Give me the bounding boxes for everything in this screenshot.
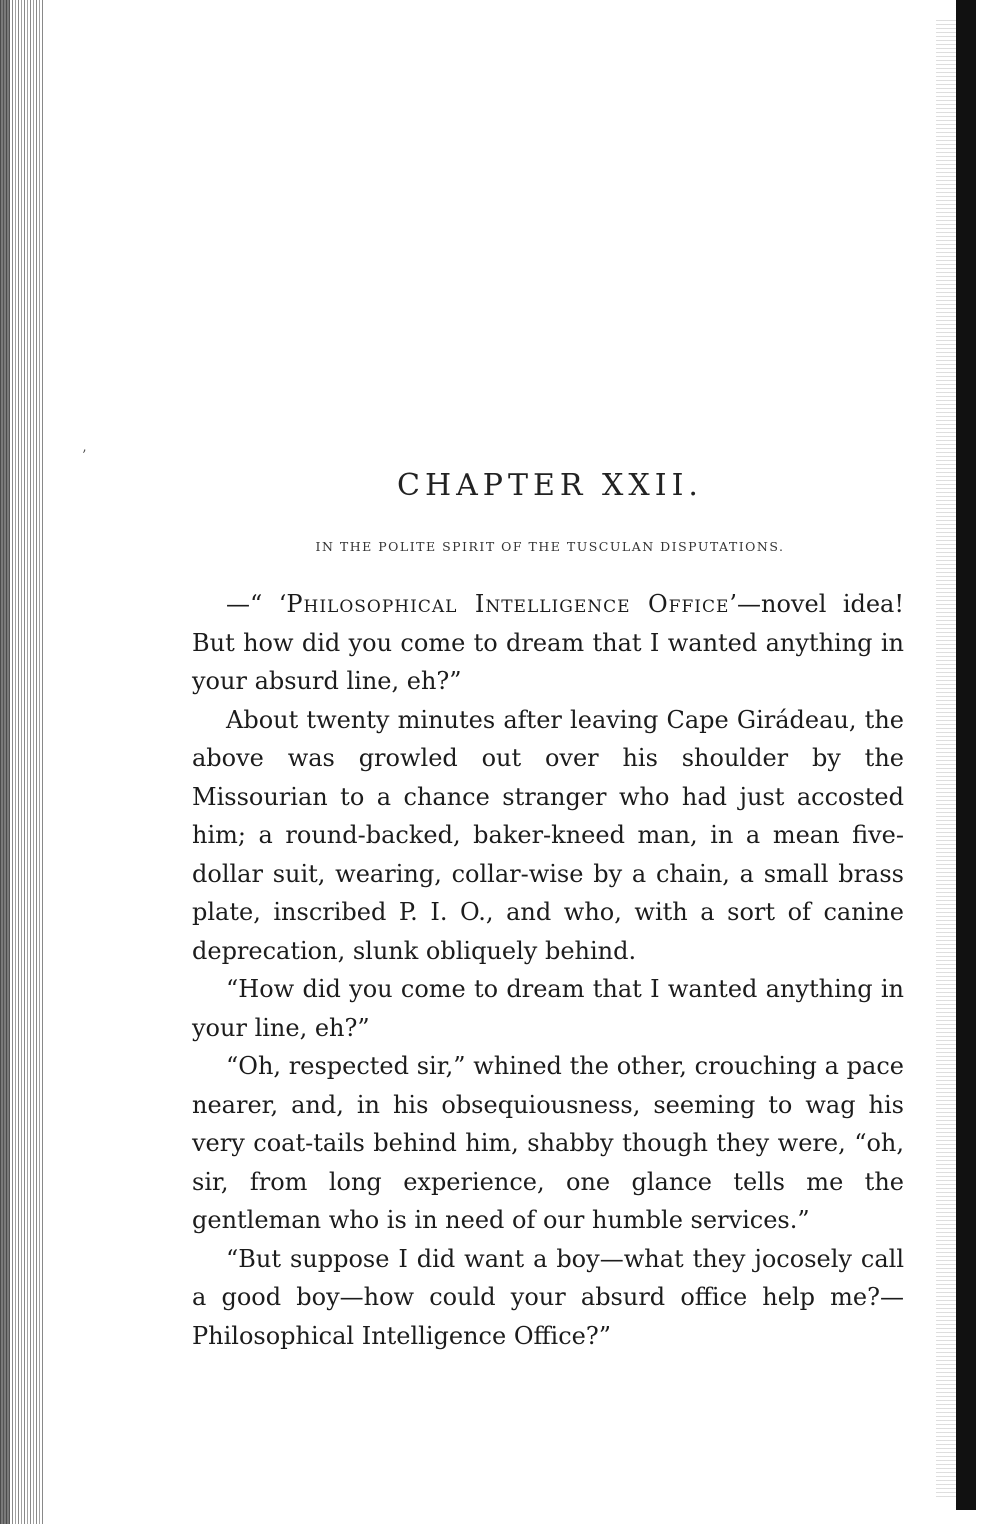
chapter-subtitle: IN THE POLITE SPIRIT OF THE TUSCULAN DISPUTATIONS. (315, 539, 785, 554)
paragraph-1-rest: ’—novel idea! But how did you come to dream that I wanted anything in your absurd line, eh?” (192, 590, 905, 695)
page-left-edge-shadow (0, 0, 10, 1524)
paragraph-5: “But suppose I did want a boy—what they jocosely call a good boy—how could your absurd office help me?—Philosophical Intelligence Office?” (192, 1244, 904, 1350)
paragraph-4: “Oh, respected sir,” whined the other, crouching a pace nearer, and, in his obsequiousness, seeming to wag his very coat-tails behind him, shabby though they were, “oh, sir, from long experience, one glance tells me the gentleman who is in need of our humble services.” (192, 1052, 904, 1234)
chapter-body (192, 585, 904, 1355)
page-right-texture (936, 20, 956, 1500)
stray-mark: ’ (82, 448, 87, 464)
paragraph-1-small-caps: Philosophical Intelligence Office (286, 590, 730, 618)
page-right-edge (956, 0, 976, 1510)
paragraph-3: “How did you come to dream that I wanted anything in your line, eh?” (192, 975, 904, 1042)
paragraph-2: About twenty minutes after leaving Cape Girádeau, the above was growled out over his shoulder by the Missourian to a chance stranger who had just accosted him; a round-backed, baker-kneed man, in a mean five-dollar suit, wearing, collar-wise by a chain, a small brass plate, inscribed P. I. O., and who, with a sort of canine deprecation, slunk obliquely behind. (192, 705, 904, 965)
paragraph-1 (192, 585, 904, 701)
chapter-heading: CHAPTER XXII. (397, 468, 703, 503)
paragraph-1-lead: —“ ‘ (226, 590, 287, 618)
